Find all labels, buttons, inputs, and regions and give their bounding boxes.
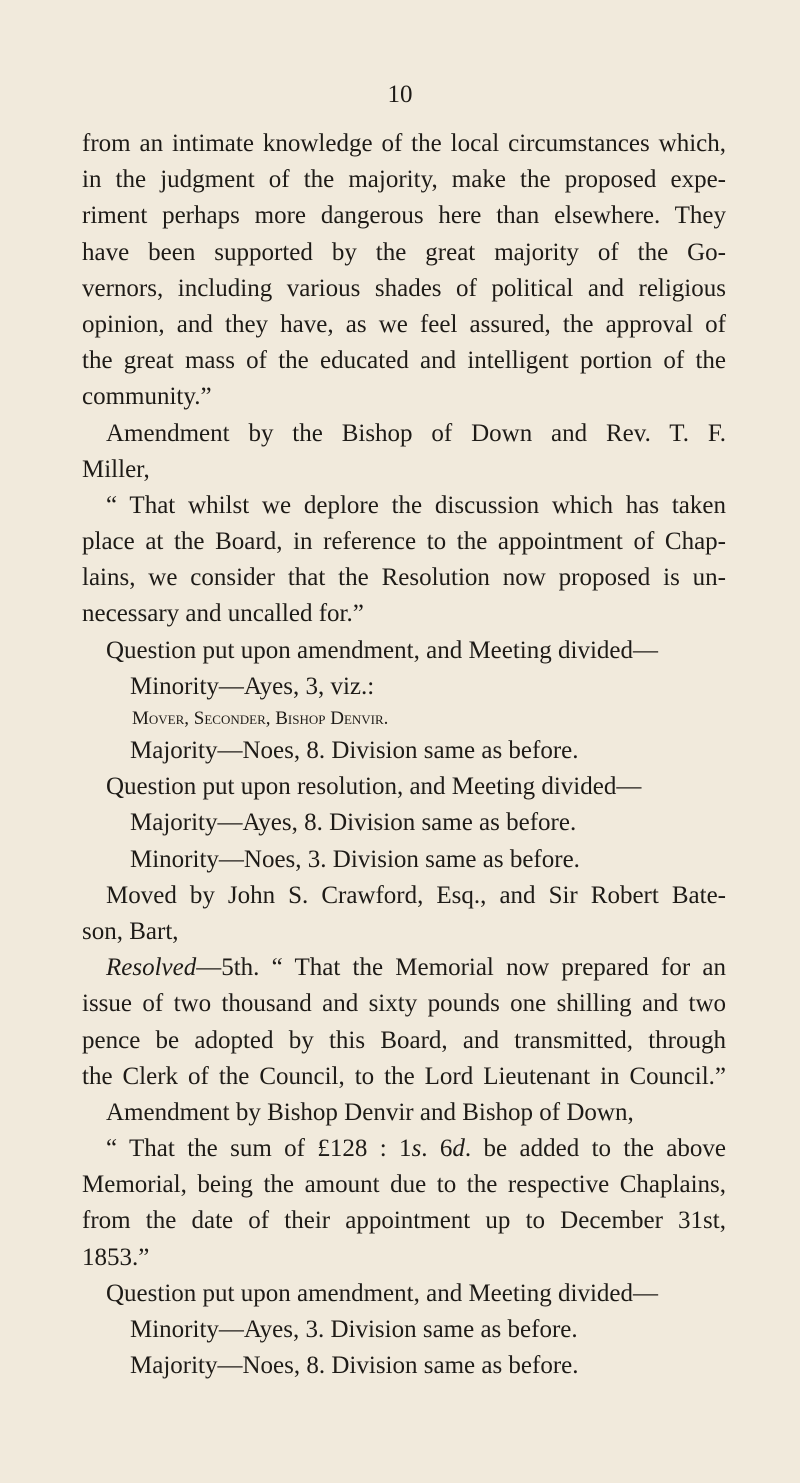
text-line: issue of two thousand and sixty pounds one shilling and two: [82, 990, 726, 1018]
text-line: Majority—Noes, 8. Division same as before.: [130, 1352, 579, 1380]
text-line: place at the Board, in reference to the appointment of Chap-: [82, 528, 726, 556]
text-line: in the judgment of the majority, make the proposed expe-: [82, 166, 726, 194]
text-line: Amendment by Bishop Denvir and Bishop of Down,: [106, 1098, 634, 1126]
text-line: Minority—Ayes, 3. Division same as before.: [130, 1316, 578, 1343]
text-line: son, Bart,: [82, 917, 179, 945]
text-line: Resolved—5th. “ That the Memorial now prepared for an: [106, 954, 726, 982]
text-line: Amendment by the Bishop of Down and Rev. T. F.: [106, 419, 726, 447]
text-line: Question put upon resolution, and Meeting divided—: [106, 773, 642, 801]
text-line: have been supported by the great majority of the Go-: [82, 238, 726, 266]
text-line: from an intimate knowledge of the local circumstances which,: [82, 130, 726, 157]
text-line: Miller,: [82, 455, 150, 483]
text-line: from the date of their appointment up to December 31st,: [82, 1207, 726, 1235]
text-line: the Clerk of the Council, to the Lord Lieutenant in Council.”: [82, 1062, 726, 1090]
page-number: 10: [387, 81, 413, 108]
text-line: Minority—Noes, 3. Division same as before.: [130, 845, 580, 873]
text-line: vernors, including various shades of political and religious: [82, 274, 726, 302]
text-line: Majority—Ayes, 8. Division same as before.: [130, 809, 577, 837]
text-line: Moved by John S. Crawford, Esq., and Sir Robert Bate-: [106, 881, 726, 909]
text-line: 1853.”: [82, 1243, 150, 1271]
text-line: community.”: [82, 383, 212, 411]
text-line: Minority—Ayes, 3, viz.:: [130, 672, 375, 700]
text-line: opinion, and they have, as we feel assured, the approval of: [82, 310, 726, 338]
text-line: lains, we consider that the Resolution now proposed is un-: [82, 564, 726, 592]
document-body: [82, 126, 726, 1384]
text-line: the great mass of the educated and intelligent portion of the: [82, 347, 726, 375]
text-line: Majority—Noes, 8. Division same as before.: [130, 737, 579, 764]
text-line: Question put upon amendment, and Meeting divided—: [106, 636, 658, 664]
text-line: Mover, Seconder, Bishop Denvir.: [132, 708, 389, 729]
text-line: pence be adopted by this Board, and transmitted, through: [82, 1026, 726, 1054]
text-line: “ That whilst we deplore the discussion which has taken: [106, 491, 726, 519]
text-line: Memorial, being the amount due to the respective Chaplains,: [82, 1171, 726, 1199]
text-line: “ That the sum of £128 : 1s. 6d. be added to the above: [106, 1135, 726, 1163]
text-line: Question put upon amendment, and Meeting divided—: [106, 1279, 658, 1307]
text-line: necessary and uncalled for.”: [82, 600, 364, 628]
text-line: riment perhaps more dangerous here than elsewhere. They: [82, 202, 726, 230]
